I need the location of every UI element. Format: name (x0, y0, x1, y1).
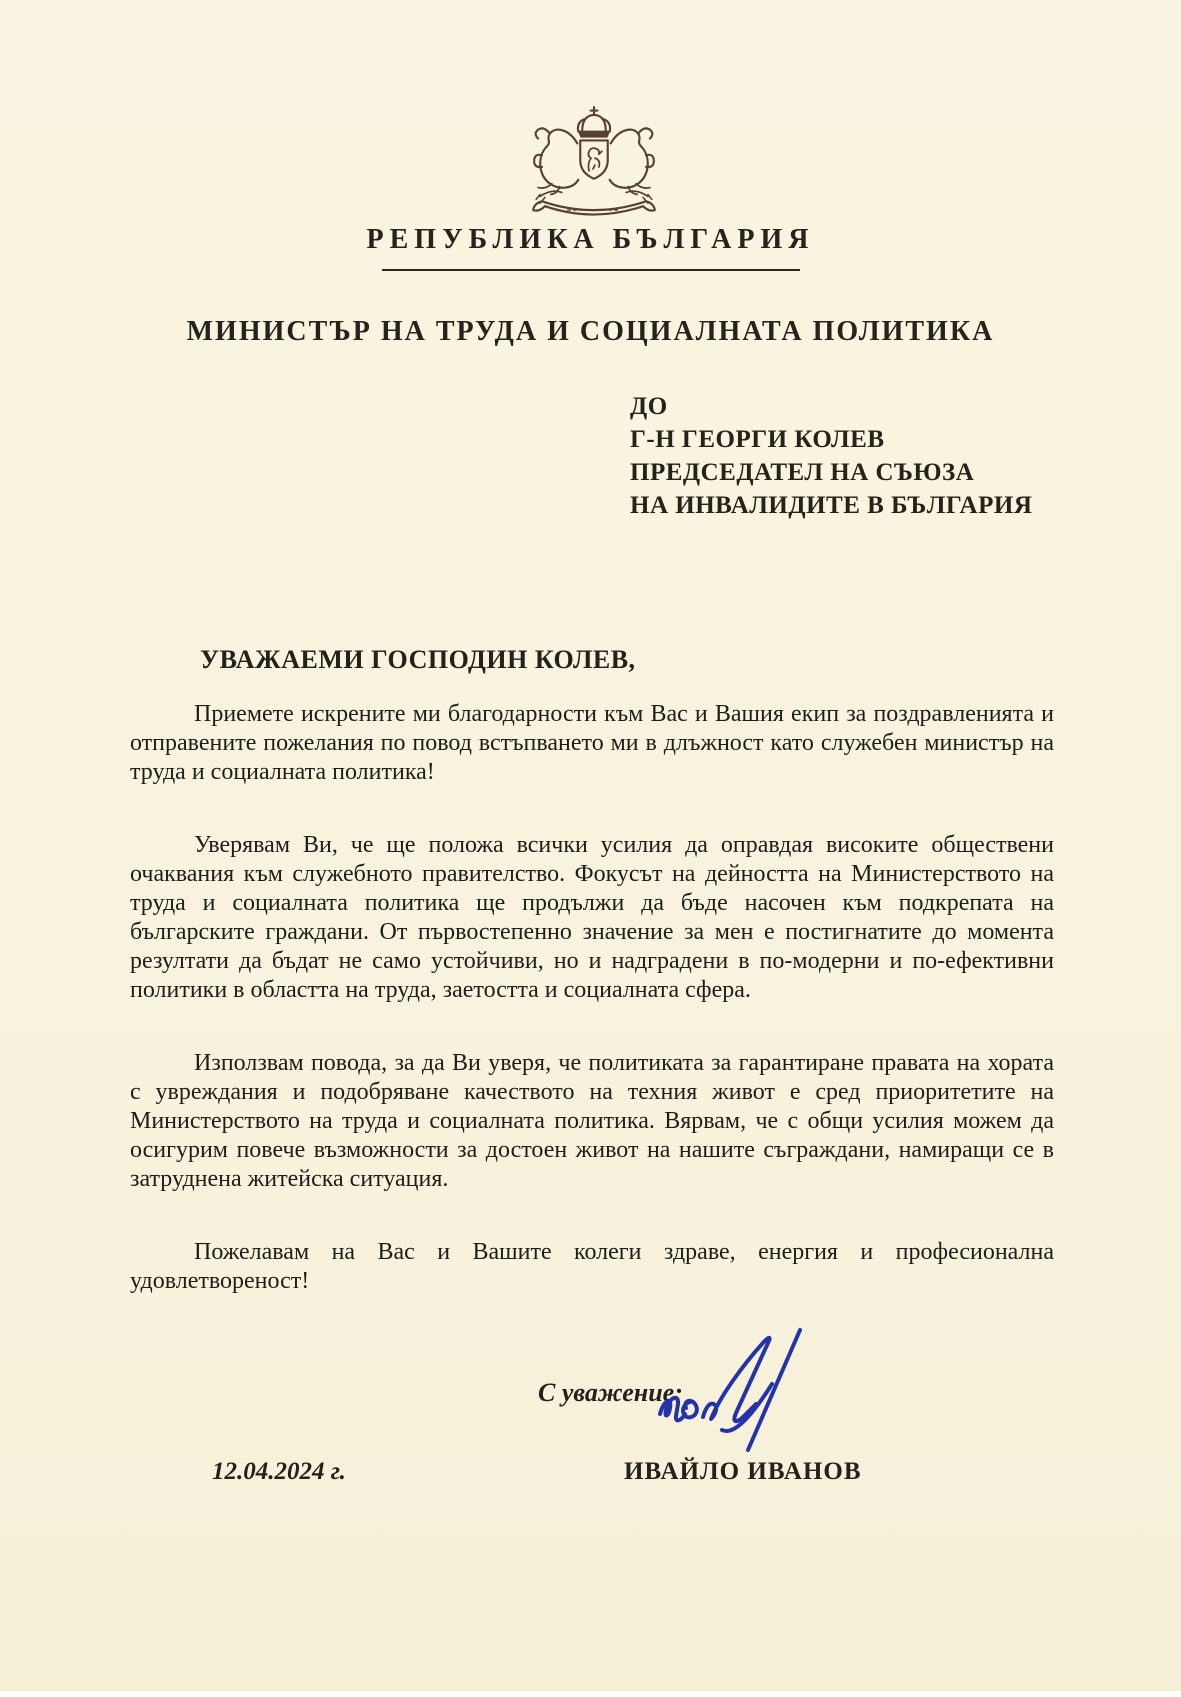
letter-body (130, 700, 1054, 1340)
paragraph-3: Използвам повода, за да Ви уверя, че политиката за гарантиране правата на хората с увреждания и подобряване качеството на техния живот е сред приоритетите на Министерството на труда и социалната политика. Вярвам, че с общи усилия можем да осигурим повече възможности за достоен живот на нашите съграждани, намиращи се в затруднена житейска ситуация. (130, 1050, 1054, 1192)
paragraph-1: Приемете искрените ми благодарности към Вас и Вашия екип за поздравленията и отправените пожелания по повод встъпването ми в длъжност като служебен министър на труда и социалната политика! (130, 701, 1054, 785)
closing-label: С уважение: (538, 1378, 683, 1407)
country-title: РЕПУБЛИКА БЪЛГАРИЯ (366, 224, 815, 255)
header-divider (382, 269, 800, 271)
handwritten-signature (648, 1318, 828, 1458)
recipient-line-title2: НА ИНВАЛИДИТЕ В БЪЛГАРИЯ (630, 492, 1033, 519)
recipient-block (630, 390, 1032, 522)
recipient-line-to: ДО (630, 393, 668, 420)
signer-name: ИВАЙЛО ИВАНОВ (624, 1458, 862, 1485)
ministry-title: МИНИСТЪР НА ТРУДА И СОЦИАЛНАТА ПОЛИТИКА (186, 316, 995, 347)
recipient-line-name: Г-Н ГЕОРГИ КОЛЕВ (630, 426, 885, 453)
bulgarian-coat-of-arms-icon (491, 104, 697, 226)
scan-edge-artifact (0, 1691, 1181, 1697)
paragraph-4: Пожелавам на Вас и Вашите колеги здраве, енергия и професионална удовлетвореност! (130, 1239, 1054, 1294)
salutation: УВАЖАЕМИ ГОСПОДИН КОЛЕВ, (200, 645, 636, 674)
paragraph-2: Уверявам Ви, че ще положа всички усилия да оправдая високите обществени очаквания към служебното правителство. Фокусът на дейността на Министерството на труда и социалната политика ще продължи да бъде насочен към подкрепата на българските граждани. От първостепенно значение за мен е постигнатите до момента резултати да бъдат не само устойчиви, но и надградени в по-модерни и по-ефективни политики в областта на труда, заетостта и социалната сфера. (130, 832, 1054, 1003)
letter-date: 12.04.2024 г. (212, 1458, 346, 1485)
recipient-line-title1: ПРЕДСЕДАТЕЛ НА СЪЮЗА (630, 459, 975, 486)
